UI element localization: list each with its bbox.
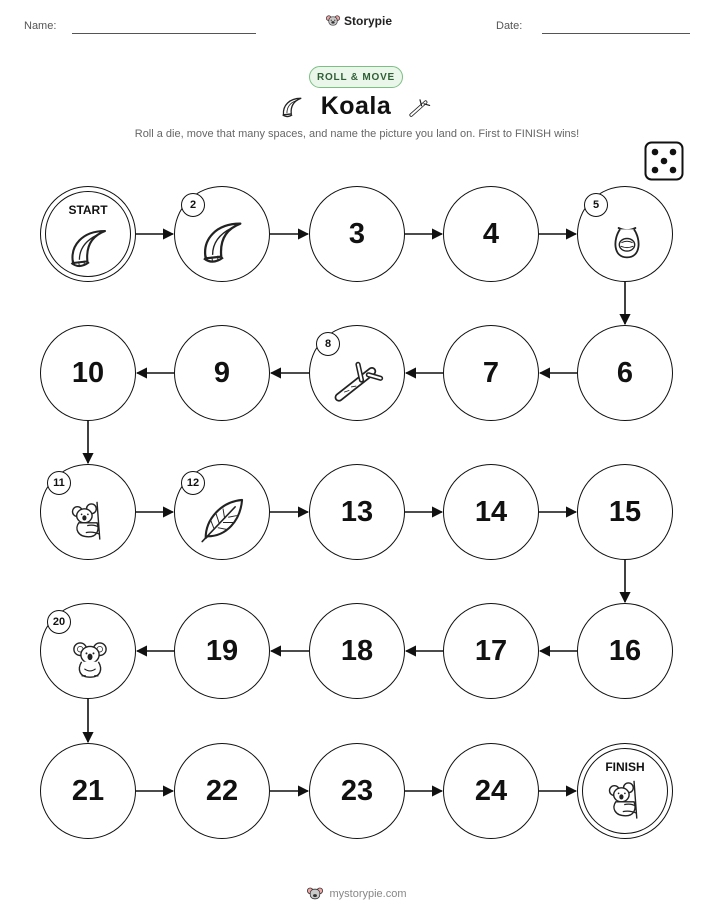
- start-label: START: [68, 203, 108, 217]
- branch-icon: [332, 354, 384, 406]
- space-number: 20: [47, 610, 71, 634]
- number-space-13: [309, 464, 405, 560]
- space-number: 11: [47, 471, 71, 495]
- space-number: 8: [316, 332, 340, 356]
- footer: [0, 886, 714, 902]
- number-space-24: [443, 743, 539, 839]
- footer-url[interactable]: mystorypie.com: [329, 888, 407, 900]
- space-number: 3: [348, 217, 366, 250]
- number-space-9: [174, 325, 270, 421]
- space-number: 10: [71, 356, 105, 389]
- game-type-badge: ROLL & MOVE: [309, 66, 403, 88]
- picture-space-12: [174, 464, 270, 560]
- number-space-6: [577, 325, 673, 421]
- space-number: 9: [213, 356, 231, 389]
- date-label: Date:: [496, 20, 523, 32]
- number-space-14: [443, 464, 539, 560]
- number-space-3: [309, 186, 405, 282]
- picture-space-20: [40, 603, 136, 699]
- start-space: [40, 186, 136, 282]
- number-space-23: [309, 743, 405, 839]
- space-number: 4: [482, 217, 500, 250]
- number-space-10: [40, 325, 136, 421]
- number-space-7: [443, 325, 539, 421]
- koala-hug-icon: [606, 778, 648, 820]
- space-number: 17: [474, 634, 508, 667]
- name-label: Name:: [24, 20, 57, 32]
- instructions: Roll a die, move that many spaces, and name the picture you land on. First to FINISH wins!: [134, 128, 580, 140]
- leaf-icon: [197, 493, 249, 545]
- number-space-17: [443, 603, 539, 699]
- number-space-16: [577, 603, 673, 699]
- number-space-18: [309, 603, 405, 699]
- number-space-22: [174, 743, 270, 839]
- picture-space-5: [577, 186, 673, 282]
- koala-hug-icon: [69, 499, 111, 541]
- claw-icon: [65, 223, 113, 271]
- space-number: 5: [584, 193, 608, 217]
- space-number: 18: [340, 634, 374, 667]
- finish-label: FINISH: [605, 760, 645, 774]
- space-number: 16: [608, 634, 642, 667]
- pouch-icon: [606, 221, 648, 263]
- number-space-15: [577, 464, 673, 560]
- space-number: 12: [181, 471, 205, 495]
- space-number: 23: [340, 774, 374, 807]
- space-number: 2: [181, 193, 205, 217]
- brand-name: Storypie: [344, 14, 393, 28]
- picture-space-2: [174, 186, 270, 282]
- finish-space: [577, 743, 673, 839]
- space-number: 22: [205, 774, 239, 807]
- space-number: 24: [474, 774, 508, 807]
- space-number: 15: [608, 495, 642, 528]
- page-title: Koala: [320, 92, 392, 120]
- koala-sit-icon: [69, 638, 111, 680]
- space-number: 13: [340, 495, 374, 528]
- number-space-21: [40, 743, 136, 839]
- picture-space-11: [40, 464, 136, 560]
- space-number: 14: [474, 495, 508, 528]
- space-number: 7: [482, 356, 500, 389]
- number-space-4: [443, 186, 539, 282]
- picture-space-8: [309, 325, 405, 421]
- koala-face-icon: [307, 886, 323, 902]
- space-number: 19: [205, 634, 239, 667]
- space-number: 21: [71, 774, 105, 807]
- number-space-19: [174, 603, 270, 699]
- space-number: 6: [616, 356, 634, 389]
- claw-icon: [197, 215, 249, 267]
